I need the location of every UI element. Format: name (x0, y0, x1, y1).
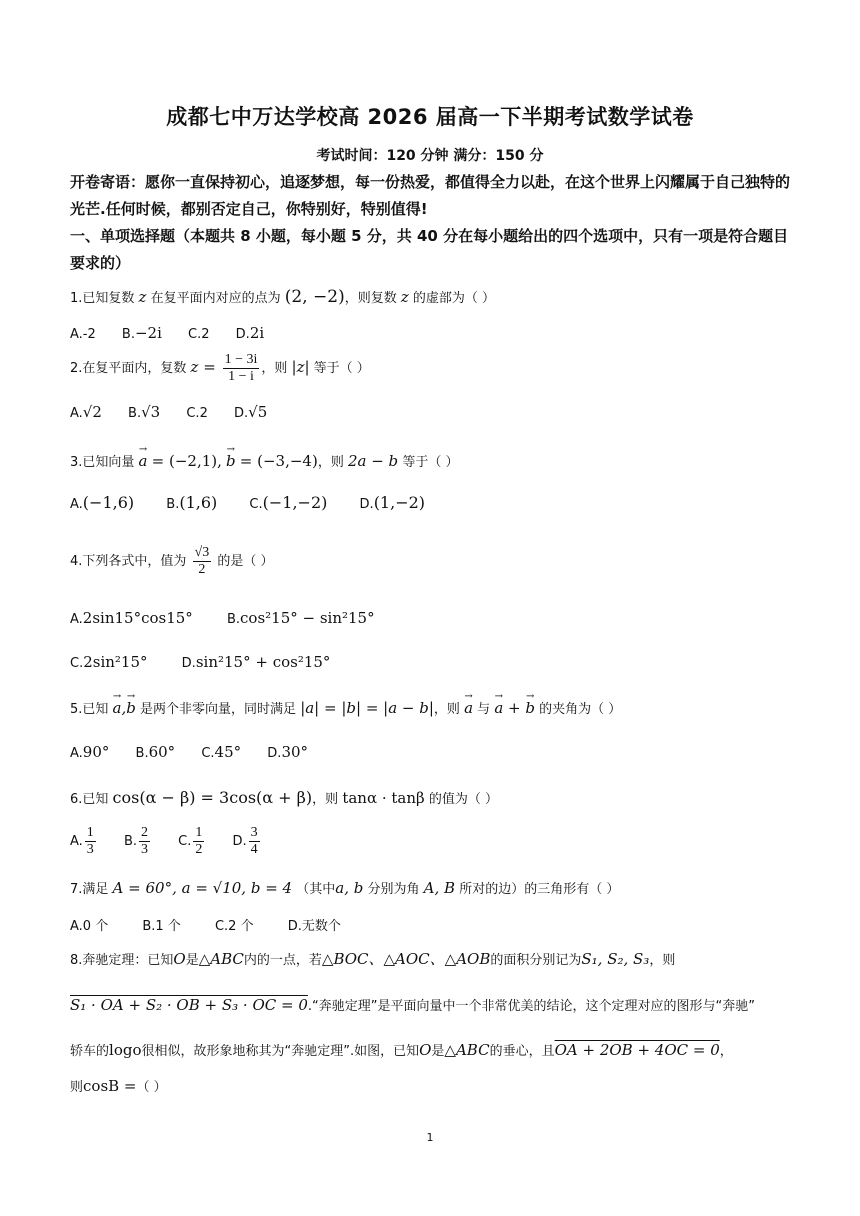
option-letter: B. (226, 612, 241, 627)
var-z: z (138, 288, 147, 306)
q4-options-row2 (70, 653, 352, 671)
option-letter: D. (232, 834, 247, 849)
option-letter: B. (121, 327, 135, 342)
q8-text: 轿车的 (70, 1044, 110, 1059)
denominator: 1 − i (228, 369, 254, 384)
q4-options-row1 (70, 609, 397, 627)
q8-text: 是 (431, 1044, 445, 1059)
option-a[interactable] (70, 609, 193, 627)
q2-options (70, 403, 289, 421)
option-d[interactable] (182, 653, 331, 671)
section-heading: 一、单项选择题（本题共 8 小题，每小题 5 分，共 40 分在每小题给出的四个选项中，只有一项是符合题目要求的） (70, 227, 789, 272)
q4-text: 的是（ ） (217, 554, 274, 569)
option-math: (1,6) (179, 493, 218, 512)
vector-b: → b (525, 697, 535, 719)
sub-triangles: △BOC、△AOC、△AOB (321, 950, 491, 968)
option-c[interactable]: C.2 个 (214, 919, 254, 934)
q7-sides: a, b (335, 879, 364, 897)
vector-b: → b (226, 450, 236, 472)
q5-condition: |a| = |b| = |a − b| (300, 699, 434, 717)
question-6 (70, 787, 794, 811)
denominator: 2 (195, 842, 203, 857)
option-d[interactable] (360, 493, 426, 512)
option-b[interactable] (166, 493, 217, 512)
option-letter: C. (178, 834, 192, 849)
option-letter: B. (123, 834, 137, 849)
numerator: 2 (141, 825, 148, 840)
q7-condition: A = 60°, a = √10, b = 4 (112, 879, 293, 897)
option-d[interactable] (267, 743, 308, 761)
option-d[interactable] (234, 403, 267, 421)
option-math: sin²15° + cos²15° (195, 653, 331, 671)
q7-angles: A, B (423, 879, 456, 897)
option-a[interactable] (70, 825, 98, 858)
q7-text: 所对的边）的三角形有（ ） (459, 882, 620, 897)
point-o: O (419, 1041, 432, 1059)
q2-text: ，则 (261, 361, 288, 376)
q8-text: ， (719, 1044, 733, 1059)
q1-text: 的虚部为（ ） (412, 291, 496, 306)
exam-info: 考试时间：120 分钟 满分：150 分 (316, 148, 544, 164)
option-b[interactable] (227, 609, 375, 627)
option-a[interactable] (70, 493, 134, 512)
q3-text: 等于（ ） (402, 455, 459, 470)
q6-expression: tanα · tanβ (342, 789, 425, 807)
q6-equation: cos(α − β) = 3cos(α + β) (112, 788, 313, 807)
q6-text: 的值为（ ） (428, 792, 498, 807)
option-b[interactable] (128, 403, 160, 421)
question-7 (70, 877, 794, 901)
q8-text: ，则 (649, 953, 676, 968)
q5-text: 与 (477, 702, 491, 717)
q6-options (70, 825, 284, 858)
option-c[interactable] (70, 653, 148, 671)
option-d[interactable]: D.无数个 (287, 919, 341, 934)
option-math: 30° (281, 743, 309, 761)
question-1 (70, 286, 794, 310)
q8-text: 是 (185, 953, 199, 968)
equals-sign: = (198, 358, 221, 376)
q8-text: 的垂心，且 (489, 1044, 555, 1059)
q7-text: 分别为角 (367, 882, 420, 897)
option-math: −2i (134, 324, 162, 342)
q4-text: 4.下列各式中，值为 (70, 554, 187, 569)
option-letter: A. (70, 497, 83, 512)
q6-text: 6.已知 (70, 792, 109, 807)
option-math: (1,−2) (373, 493, 426, 512)
denominator: 4 (250, 842, 258, 857)
option-letter: D. (267, 746, 282, 761)
vector-a: → a (139, 450, 148, 472)
option-a[interactable] (70, 403, 102, 421)
numerator: 1 − 3i (224, 352, 258, 367)
option-c[interactable]: C.2 (188, 327, 210, 342)
question-5 (70, 697, 794, 721)
option-b[interactable] (122, 324, 162, 342)
var-z: z (190, 358, 199, 376)
q8-text: 的面积分别记为 (490, 953, 582, 968)
q2-fraction (223, 352, 260, 385)
question-8-line-1 (70, 948, 794, 972)
option-letter: A. (70, 746, 83, 761)
logo-word: logo (109, 1041, 142, 1059)
option-math: 2sin²15° (83, 653, 148, 671)
option-letter: C. (249, 497, 263, 512)
q8-text: .“奔驰定理”是平面向量中一个非常优美的结论，这个定理对应的图形与“奔驰” (307, 999, 755, 1014)
option-letter: C. (201, 746, 215, 761)
option-letter: A. (70, 612, 83, 627)
q3-expression: 2a − b (347, 452, 399, 470)
q2-text: 2.在复平面内，复数 (70, 361, 187, 376)
q1-point: (2, −2) (284, 287, 345, 307)
q8-text: （ ） (136, 1080, 167, 1095)
q7-text: （其中 (296, 882, 336, 897)
question-8-line-2 (70, 994, 794, 1018)
option-letter: D. (235, 327, 250, 342)
triangle-abc: △ABC (444, 1041, 490, 1059)
question-8-line-3 (70, 1039, 794, 1063)
option-fraction (139, 825, 150, 858)
areas: S₁, S₂, S₃ (581, 950, 650, 968)
denominator: 3 (86, 842, 94, 857)
option-letter: B. (128, 406, 142, 421)
page-number: 1 (426, 1131, 434, 1144)
option-letter: A. (70, 406, 83, 421)
vector-a-value: = (−2,1), (151, 452, 222, 470)
q8-text: 内的一点，若 (243, 953, 322, 968)
option-math: (−1,6) (82, 493, 135, 512)
q1-text: ，则复数 (344, 291, 397, 306)
q5-text: 5.已知 (70, 702, 109, 717)
denominator: 3 (141, 842, 148, 857)
option-letter: C. (70, 656, 84, 671)
vectors-ab: → a,→ b (113, 699, 136, 717)
q3-text: ，则 (317, 455, 344, 470)
option-math: 90° (82, 743, 110, 761)
option-math: 2i (249, 324, 265, 342)
option-c[interactable] (249, 493, 327, 512)
q6-text: ，则 (312, 792, 339, 807)
question-2 (70, 352, 794, 385)
option-math: √2 (82, 403, 102, 421)
option-math: 60° (148, 743, 176, 761)
var-z: z (400, 288, 409, 306)
vector-b-value: = (−3,−4) (239, 452, 318, 470)
q2-text: 等于（ ） (313, 361, 370, 376)
option-d[interactable] (233, 825, 262, 858)
cos-b: cosB = (83, 1077, 137, 1095)
numerator: √3 (194, 545, 210, 560)
q7-text: 7.满足 (70, 882, 109, 897)
option-math: √5 (248, 403, 268, 421)
option-math: (−1,−2) (262, 493, 328, 512)
option-a[interactable]: A.0 个 (70, 919, 109, 934)
q7-options (70, 915, 363, 934)
vector-sum: → a + → b (494, 699, 535, 717)
page-title: 成都七中万达学校高 2026 届高一下半期考试数学试卷 (166, 105, 694, 129)
option-math: cos²15° − sin²15° (240, 609, 375, 627)
numerator: 3 (250, 825, 258, 840)
option-math: 45° (214, 743, 242, 761)
option-c[interactable] (201, 743, 241, 761)
q1-options (70, 324, 286, 342)
triangle-abc: △ABC (198, 950, 244, 968)
vector-a: → a (113, 697, 122, 719)
q1-text: 在复平面内对应的点为 (150, 291, 281, 306)
question-8-line-4 (70, 1075, 794, 1099)
option-c[interactable]: C.2 (186, 406, 208, 421)
q8-text: 8.奔驰定理：已知 (70, 953, 174, 968)
vector-b: → b (126, 697, 136, 719)
option-a[interactable] (70, 743, 109, 761)
option-b[interactable] (136, 743, 176, 761)
denominator: 2 (198, 562, 206, 577)
option-b[interactable]: B.1 个 (142, 919, 181, 934)
vector-a: → a (464, 697, 473, 719)
abs-z: |z| (291, 358, 310, 376)
option-fraction (249, 825, 260, 858)
option-c[interactable] (178, 825, 206, 858)
q5-options (70, 743, 330, 761)
option-math: 2sin15°cos15° (82, 609, 193, 627)
question-3 (70, 450, 794, 474)
q1-text: 1.已知复数 (70, 291, 135, 306)
option-letter: D. (181, 656, 196, 671)
option-letter: B. (135, 746, 149, 761)
q5-text: ，则 (433, 702, 460, 717)
q5-text: 的夹角为（ ） (539, 702, 622, 717)
q4-fraction (193, 545, 212, 578)
question-4 (70, 545, 794, 578)
option-letter: D. (359, 497, 374, 512)
q8-text: 很相似，故形象地称其为“奔驰定理”.如图，已知 (141, 1044, 420, 1059)
option-b[interactable] (124, 825, 152, 858)
q3-options (70, 493, 447, 512)
q8-text: 则 (70, 1080, 84, 1095)
orthocenter-equation: OA + 2OB + 4OC = 0 (554, 1041, 720, 1059)
point-o: O (173, 950, 186, 968)
q3-text: 3.已知向量 (70, 455, 135, 470)
option-letter: D. (233, 406, 249, 421)
vector-a: → a (494, 697, 503, 719)
option-a[interactable]: A.-2 (70, 327, 96, 342)
numerator: 1 (195, 825, 203, 840)
option-letter: B. (166, 497, 180, 512)
opening-message: 开卷寄语：愿你一直保持初心，追逐梦想，每一份热爱，都值得全力以赴，在这个世界上闪耀属于自己独特的光芒.任何时候，都别否定自己，你特别好，特别值得! (70, 173, 791, 218)
option-math: √3 (141, 403, 161, 421)
q5-text: 是两个非零向量，同时满足 (140, 702, 297, 717)
option-fraction (85, 825, 96, 858)
benz-equation: S₁ · OA + S₂ · OB + S₃ · OC = 0 (70, 996, 308, 1014)
numerator: 1 (86, 825, 94, 840)
option-d[interactable] (236, 324, 265, 342)
option-fraction (193, 825, 204, 858)
option-letter: A. (70, 834, 83, 849)
